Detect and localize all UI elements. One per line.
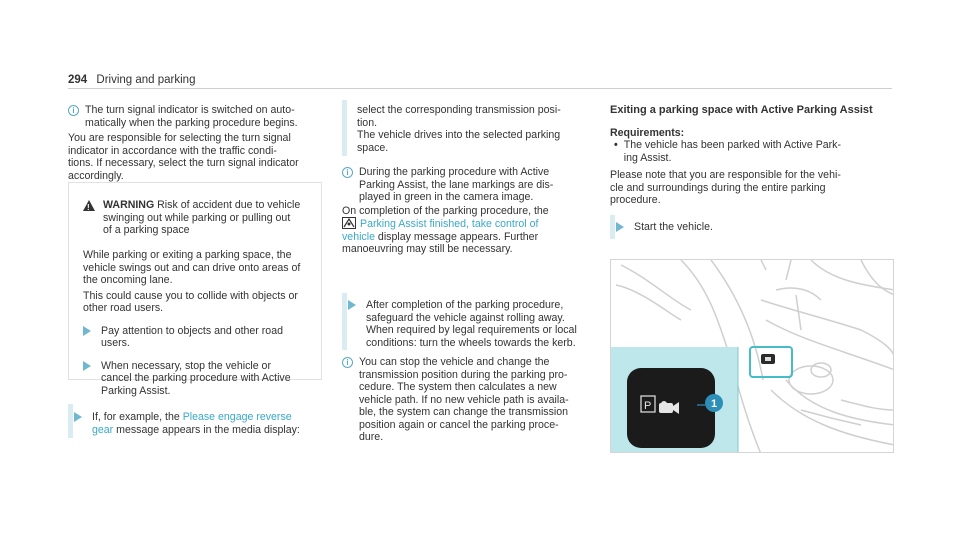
section-title: Driving and parking [96, 74, 196, 86]
requirement-item [614, 139, 894, 164]
column-2 [357, 104, 607, 154]
step-row [74, 411, 324, 436]
text-line [342, 217, 604, 231]
callout-number: 1 [711, 398, 718, 410]
text-line [92, 411, 300, 424]
text-line: Parking Assist. [101, 384, 171, 397]
text-line: tion. [357, 116, 378, 129]
text-line: On completion of the parking procedure, the [342, 204, 549, 217]
warning-title-line [103, 199, 300, 212]
text-line: accordingly. [68, 169, 124, 182]
column-2-body [342, 166, 604, 256]
step-highlight-bar [342, 293, 347, 350]
text-line [92, 424, 300, 437]
text-line: safeguard the vehicle against rolling away. [366, 311, 565, 324]
warning-body [83, 249, 315, 397]
text-line: played in green in the camera image. [359, 191, 534, 203]
info-icon: i [342, 357, 353, 368]
text-line: cedure. The system then calculates a new [359, 381, 557, 393]
requirements-label: Requirements: [610, 126, 685, 139]
text-line: Parking Assist, the lane markings are dis- [359, 178, 554, 191]
text: If, for example, the [92, 411, 183, 423]
step-example [74, 411, 324, 436]
warning-triangle-icon: ! [83, 200, 95, 211]
paragraph-responsibility [610, 169, 894, 207]
message-link: Please engage reverse [182, 411, 292, 423]
info-icon: i [342, 167, 353, 178]
text-line: You can stop the vehicle and change the [359, 356, 550, 368]
text: display message appears. Further [374, 230, 539, 243]
text-line: vehicle swings out and can drive onto areas of [83, 261, 301, 274]
message-link: vehicle [342, 230, 375, 243]
text-line: The vehicle drives into the selected parking [357, 129, 561, 141]
warning-title-line: swinging out while parking or pulling out [103, 211, 291, 224]
start-step [616, 221, 886, 234]
text-line: While parking or exiting a parking space, the [83, 249, 292, 261]
page-number: 294 [68, 74, 88, 86]
paragraph-responsibility [68, 132, 324, 182]
text-line: After completion of the parking procedure, [366, 299, 564, 311]
note-line: The turn signal indicator is switched on auto- [85, 104, 295, 116]
bullet-icon: • [614, 139, 618, 151]
text-line: When required by legal requirements or local [366, 324, 577, 336]
column-3 [610, 104, 894, 207]
text-line: vehicle path. If no new vehicle path is availa- [359, 393, 569, 406]
note-row [342, 356, 604, 444]
text-line: Please note that you are responsible for the vehi- [610, 169, 841, 181]
step-arrow-icon [616, 222, 624, 232]
note-turn-signal [68, 104, 324, 129]
text-line [342, 231, 604, 244]
text-line: procedure. [610, 194, 661, 206]
text-line: ble, the system can change the transmission [359, 406, 569, 418]
page-header [68, 74, 195, 87]
console-illustration [610, 259, 894, 453]
text-line: transmission position during the parking pro- [359, 368, 568, 381]
step-row [348, 299, 604, 349]
text-line: dure. [359, 431, 384, 443]
step-arrow-icon [74, 412, 82, 422]
button-glyph-text: P [644, 400, 652, 412]
text: message appears in the media display: [113, 423, 300, 436]
message-link: Parking Assist finished, take control of [360, 218, 539, 230]
warning-heading [83, 199, 313, 237]
text-line: indicator in accordance with the traffic condi- [68, 144, 277, 157]
text-line: position again or cancel the parking proce- [359, 418, 559, 431]
text-line: cancel the parking procedure with Active [101, 372, 291, 384]
section-heading: Exiting a parking space with Active Parking Assist [610, 104, 873, 116]
message-link: gear [92, 423, 114, 436]
parking-assist-icon [342, 217, 356, 229]
text-line: The vehicle has been parked with Active Park- [623, 139, 842, 151]
info-icon: i [68, 105, 79, 116]
warning-step-2 [83, 360, 315, 398]
console-drawing [611, 260, 894, 453]
text-line: During the parking procedure with Active [359, 166, 550, 178]
completion-step [348, 299, 604, 349]
text-line: You are responsible for selecting the turn signal [68, 132, 291, 144]
text-line: users. [101, 337, 130, 349]
warning-title: Risk of accident due to vehicle [157, 199, 301, 211]
text-line: space. [357, 141, 389, 154]
step-highlight-bar [68, 404, 73, 438]
note-change-transmission [342, 356, 604, 444]
text-line: conditions: turn the wheels towards the kerb. [366, 336, 576, 349]
note-line: matically when the parking procedure begins. [85, 116, 298, 129]
warning-step-1 [83, 325, 315, 350]
text-line: tions. If necessary, select the turn signal indicator [68, 157, 299, 169]
step-highlight-bar [342, 100, 347, 156]
warning-box [68, 182, 322, 397]
text-line: manoeuvring may still be necessary. [342, 243, 513, 255]
step-arrow-icon [83, 326, 91, 336]
header-rule [68, 88, 892, 89]
text-line: cle and surroundings during the entire parking [610, 181, 826, 194]
column-1 [68, 104, 324, 182]
step-arrow-icon [83, 361, 91, 371]
text-line: Pay attention to objects and other road [101, 324, 283, 337]
text-line: ing Assist. [623, 151, 672, 164]
text-line: This could cause you to collide with objects or [83, 289, 298, 302]
text-line: other road users. [83, 302, 164, 314]
text-line: select the corresponding transmission posi- [357, 104, 561, 116]
step-arrow-icon [348, 300, 356, 310]
warning-label: WARNING [103, 199, 155, 211]
text-line: the oncoming lane. [83, 274, 173, 286]
text-line: Start the vehicle. [634, 221, 713, 233]
text-line: When necessary, stop the vehicle or [101, 359, 271, 372]
note-lane-markings [342, 166, 604, 204]
step-row [616, 221, 886, 234]
warning-title-line: of a parking space [103, 224, 190, 236]
step-highlight-bar [610, 215, 615, 239]
